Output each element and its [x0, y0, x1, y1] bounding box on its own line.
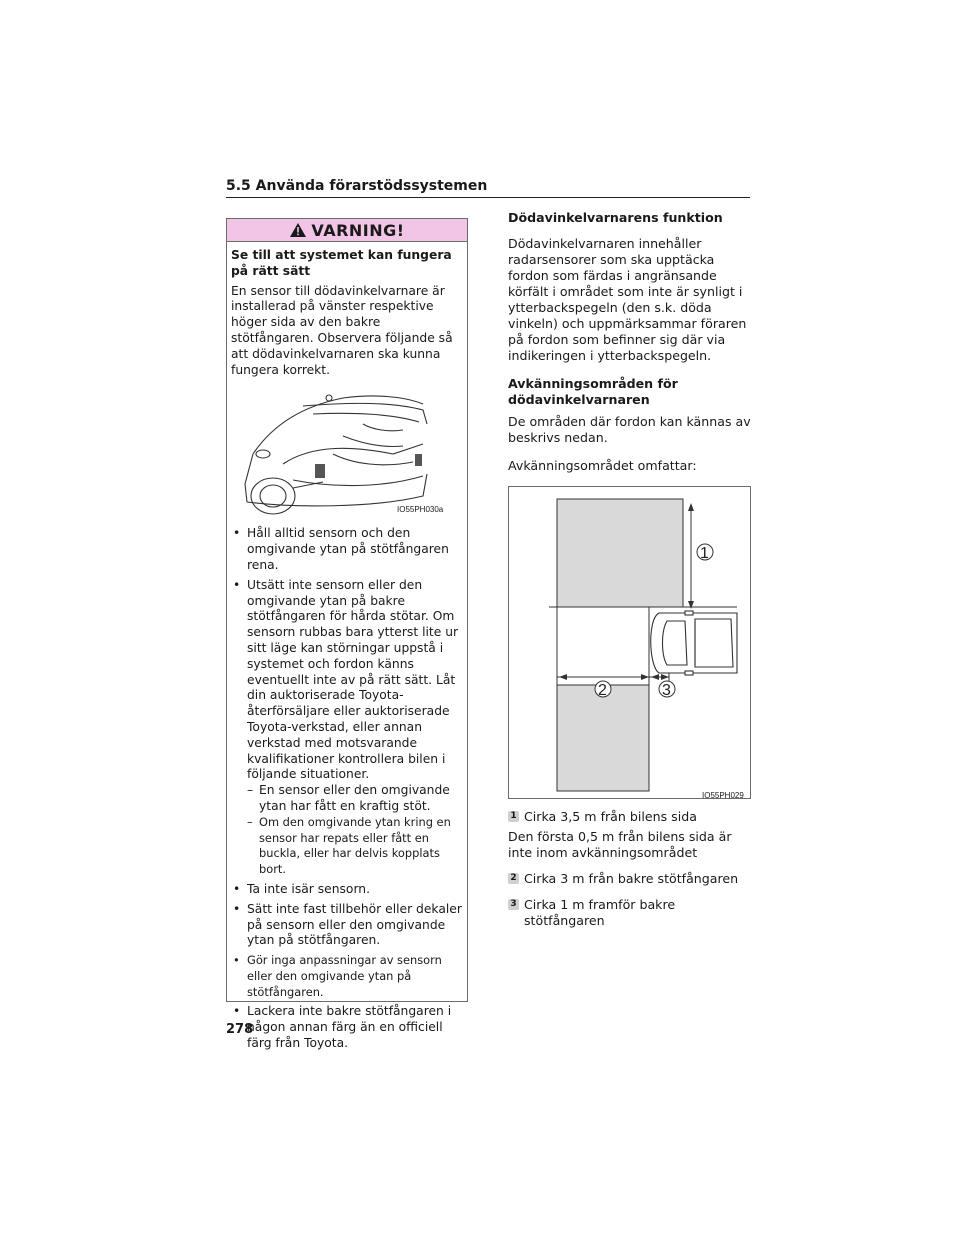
paragraph-areas-intro: De områden där fordon kan kännas av beskrivs nedan.: [508, 414, 751, 445]
bullet-item: • Sätt inte fast tillbehör eller dekaler på sensorn eller den omgivande ytan på stötfångaren.: [231, 902, 463, 949]
callout-text-3: Cirka 1 m framför bakre stötfångaren: [524, 897, 676, 928]
figure-label-1: 1: [700, 545, 709, 562]
paragraph-areas-cover: Avkänningsområdet omfattar:: [508, 458, 697, 473]
callout-1-description: Den första 0,5 m från bilens sida är inte inom avkänningsområdet: [508, 829, 732, 860]
callout-number-3: 3: [508, 899, 519, 910]
paragraph-function: Dödavinkelvarnaren innehåller radarsensorer som ska upptäcka fordon som färdas i angränsande körfält i området som inte är synligt i ytterbackspegeln (den s.k. döda vinkeln) och uppmärksammar föraren på fordon som befinner sig där via indikeringen i ytterbackspegeln.: [508, 236, 747, 363]
figure-label-2: 2: [598, 682, 607, 699]
callout-1: [508, 809, 756, 825]
detection-zone-figure: [508, 486, 751, 799]
callout-text-2: Cirka 3 m från bakre stötfångaren: [524, 871, 739, 886]
warning-header: [227, 219, 467, 242]
warning-intro: En sensor till dödavinkelvarnare är installerad på vänster respektive höger sida av den bakre stötfångaren. Observera följande så att dödavinkelvarnaren ska kunna fungera korrekt.: [231, 283, 453, 377]
warning-bullet-list: [231, 526, 463, 1052]
bullet-item: • Håll alltid sensorn och den omgivande ytan på stötfångaren rena.: [231, 526, 463, 573]
zone-figure-code: IO55PH029: [702, 791, 744, 800]
right-column: [508, 210, 756, 933]
figure-label-3: 3: [662, 682, 671, 699]
callout-text-1: Cirka 3,5 m från bilens sida: [524, 809, 697, 824]
heading-detection-areas: Avkänningsområden för dödavinkelvarnaren: [508, 376, 678, 407]
warning-title: Se till att systemet kan fungera på rätt sätt: [231, 248, 452, 278]
car-rear-illustration: [233, 384, 459, 518]
callout-number-2: 2: [508, 873, 519, 884]
callout-2: [508, 871, 756, 887]
bullet-item: • Ta inte isär sensorn.: [231, 882, 463, 898]
bullet-text: Utsätt inte sensorn eller den omgivande ytan på bakre stötfångaren för hårda stötar. Om sensorn rubbas bara ytterst lite ur sitt läge kan störningar uppstå i systemet och fordon känns eventuellt inte av på rätt sätt. Låt din auktoriserade Toyota-återförsäljare eller auktoriserade Toyota-verkstad, eller annan verkstad med motsvarande kvalifikationer kontrollera bilen i följande situationer.: [247, 577, 459, 782]
section-header: 5.5 Använda förarstödssystemen: [226, 178, 750, 198]
car-figure-code: IO55PH030a: [397, 505, 444, 515]
detection-zone-diagram: [509, 487, 750, 798]
page-number: 278: [226, 1022, 254, 1037]
warning-triangle-icon: [289, 222, 307, 238]
warning-label: VARNING!: [311, 220, 405, 240]
bullet-item: • Gör inga anpassningar av sensorn eller den omgivande ytan på stötfångaren.: [231, 953, 463, 1000]
callout-3: [508, 897, 756, 929]
bullet-item: • Lackera inte bakre stötfångaren i någon annan färg än en officiell färg från Toyota.: [231, 1004, 463, 1051]
car-rear-figure: [233, 384, 459, 518]
sub-item-list: [247, 783, 463, 878]
bullet-item: [231, 578, 463, 878]
heading-function: Dödavinkelvarnarens funktion: [508, 210, 723, 225]
sub-item: – Om den omgivande ytan kring en sensor har repats eller fått en buckla, eller har delvis kopplats bort.: [247, 815, 463, 878]
callout-number-1: 1: [508, 811, 519, 822]
sub-item: – En sensor eller den omgivande ytan har fått en kraftig stöt.: [247, 783, 463, 815]
